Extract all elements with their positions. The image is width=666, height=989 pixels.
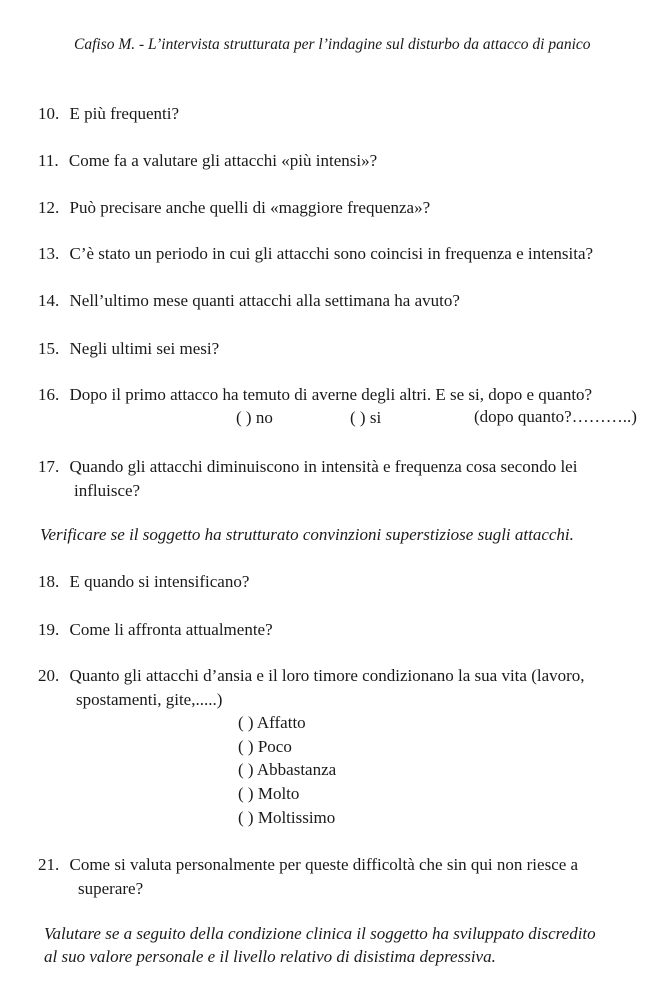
question-17 [38,457,577,477]
option-molto: ( ) Molto [238,784,300,803]
question-number: 18. [38,572,60,591]
option-no: ( ) no [236,408,273,427]
question-number: 13. [38,244,60,263]
question-text: E più frequenti? [69,104,180,123]
question-text: C’è stato un periodo in cui gli attacchi sono coincisi in frequenza e intensita? [69,244,594,263]
question-number: 14. [38,291,60,310]
question-text: Come si valuta personalmente per queste difficoltà che sin qui non riesce a [69,855,579,874]
option-abbastanza: ( ) Abbastanza [238,760,337,779]
option-moltissimo: ( ) Moltissimo [238,808,336,827]
question-text: Quando gli attacchi diminuiscono in intensità e frequenza cosa secondo lei [69,457,578,476]
evaluation-note-line-2: al suo valore personale e il livello relativo di disistima depressiva. [44,947,496,966]
question-number: 19. [38,620,60,639]
question-15 [38,339,219,359]
question-20-continuation: spostamenti, gite,.....) [76,690,223,709]
option-poco: ( ) Poco [238,737,292,756]
question-18 [38,572,249,592]
question-text: E quando si intensificano? [69,572,250,591]
question-12 [38,198,430,218]
question-text: Come li affronta attualmente? [69,620,273,639]
question-19 [38,620,273,640]
question-14 [38,291,460,311]
question-number: 21. [38,855,60,874]
question-21 [38,855,578,875]
option-affatto: ( ) Affatto [238,713,306,732]
question-text: Dopo il primo attacco ha temuto di averne degli altri. E se si, dopo e quanto? [69,385,593,404]
question-number: 15. [38,339,60,358]
question-text: Nell’ultimo mese quanti attacchi alla settimana ha avuto? [69,291,460,310]
question-number: 20. [38,666,60,685]
question-number: 12. [38,198,60,217]
question-number: 11. [38,151,59,170]
question-number: 16. [38,385,60,404]
option-si: ( ) si [350,408,382,427]
question-17-continuation: influisce? [74,481,141,500]
question-number: 17. [38,457,60,476]
question-number: 10. [38,104,60,123]
question-text: Come fa a valutare gli attacchi «più intensi»? [68,151,378,170]
question-11 [38,151,377,171]
question-16 [38,385,592,405]
question-21-continuation: superare? [78,879,144,898]
question-20 [38,666,585,686]
question-text: Quanto gli attacchi d’ansia e il loro timore condizionano la sua vita (lavoro, [69,666,585,685]
evaluation-note-line-1: Valutare se a seguito della condizione clinica il soggetto ha sviluppato discredito [44,924,596,943]
question-text: Negli ultimi sei mesi? [69,339,220,358]
running-header: Cafiso M. - L’intervista strutturata per l’indagine sul disturbo da attacco di panico [74,36,591,53]
question-10 [38,104,179,124]
question-13 [38,244,593,264]
instruction-note: Verificare se il soggetto ha strutturato convinzioni superstiziose sugli attacchi. [40,525,574,544]
option-dopo-quanto: (dopo quanto?………..) [474,407,637,426]
question-text: Può precisare anche quelli di «maggiore frequenza»? [69,198,431,217]
